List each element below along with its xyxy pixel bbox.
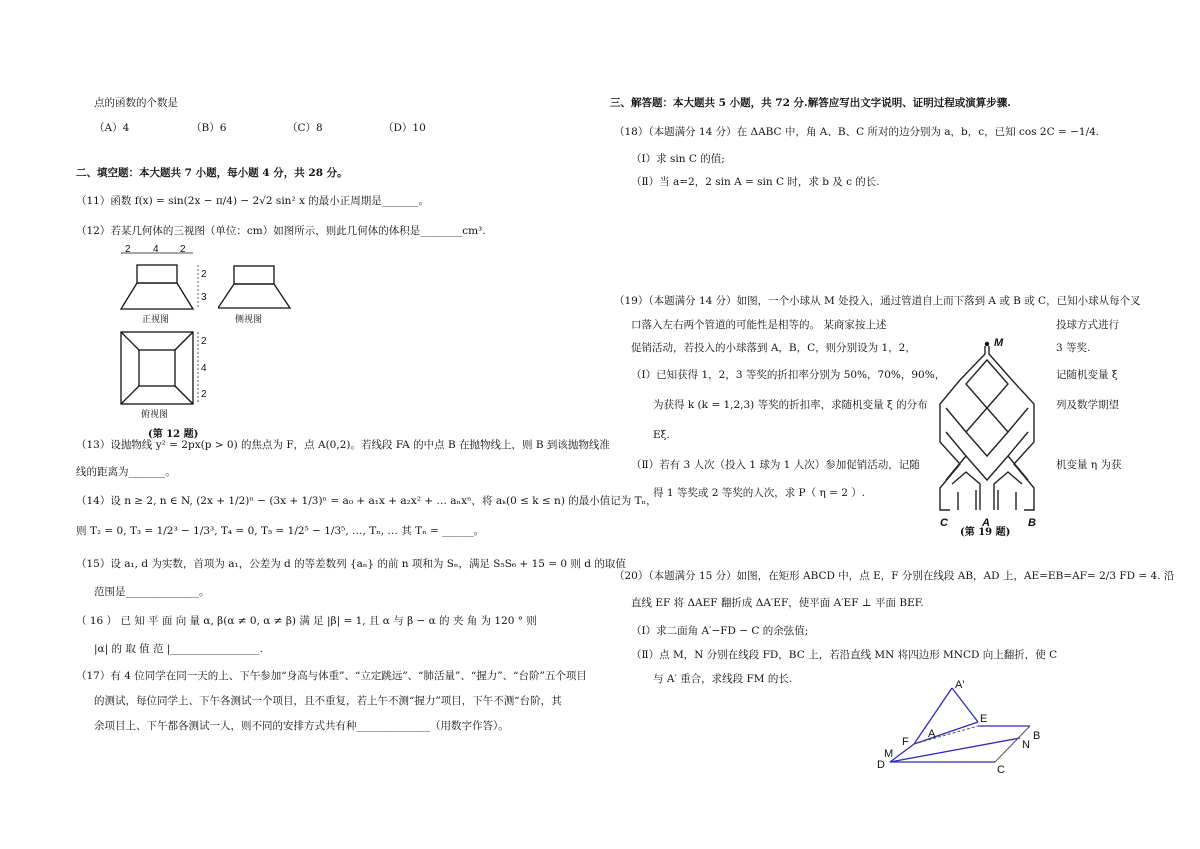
fig12-label-side: 侧视图	[235, 314, 263, 324]
fig12-dim-side2-2: 2	[201, 389, 207, 400]
fig20-label-e: E	[980, 713, 988, 725]
q10-option-c: （C）8	[287, 122, 323, 134]
q19-part-ii-b: 机变量 η 为获	[1056, 459, 1122, 471]
figure-12-three-views	[108, 243, 218, 423]
fig20-label-f: F	[902, 736, 909, 748]
q14-line1: （14）设 n ≥ 2, n ∈ N, (2x + 1/2)ⁿ − (3x + 1/3)ⁿ = a₀ + a₁x + a₂x² + … aₙxⁿ，将 aₖ(0 ≤ k ≤ n) 的最小值记为 Tₙ，	[76, 495, 657, 507]
fig12-dim-top-1: 4	[153, 244, 159, 255]
fig12-dim-side2-0: 2	[201, 336, 207, 347]
q16-line2: |α| 的 取 值 范 |_________________.	[94, 643, 263, 655]
fig20-label-c: C	[997, 764, 1005, 776]
q19-line2b: 投球方式进行	[1056, 319, 1119, 331]
q19-part-i-b: 记随机变量 ξ	[1056, 369, 1118, 381]
q13-line2: 线的距离为_______。	[76, 466, 176, 478]
fig19-label-c: C	[940, 517, 948, 529]
q19-line2a: 口落入左右两个管道的可能性是相等的。 某商家按上述	[631, 319, 887, 331]
q20-part-ii-line1: （Ⅱ）点 M，N 分别在线段 FD，BC 上，若沿直线 MN 将四边形 MNCD 向上翻折，使 C	[631, 649, 1058, 661]
q13-line1: （13）设抛物线 y² = 2px(p > 0) 的焦点为 F，点 A(0,2)。若线段 FA 的中点 B 在抛物线上，则 B 到该抛物线准	[76, 439, 610, 451]
q16-line1: （ 16 ） 已 知 平 面 向 量 α, β(α ≠ 0, α ≠ β) 满 足 |β| = 1, 且 α 与 β − α 的 夹 角 为 120 ° 则	[76, 615, 537, 627]
q20-part-i: （Ⅰ）求二面角 A′−FD − C 的余弦值;	[631, 625, 809, 637]
q18-part-ii: （Ⅱ）当 a=2，2 sin A = sin C 时，求 b 及 c 的长.	[631, 176, 880, 188]
q10-option-a: （A）4	[94, 122, 130, 134]
fig19-caption: (第 19 题)	[960, 527, 1011, 538]
fig20-label-a1: A'	[955, 679, 965, 691]
fig20-label-a: A	[928, 728, 936, 740]
figure-19-pipes	[930, 332, 1050, 537]
fig12-label-top: 俯视图	[141, 409, 169, 419]
q20-part-ii-line2: 与 A′ 重合，求线段 FM 的长.	[653, 673, 793, 685]
fig20-label-d: D	[877, 759, 885, 771]
fig20-label-b: B	[1033, 730, 1041, 742]
q17-line2: 的测试，每位同学上、下午各测试一个项目，且不重复，若上午不测“握力”项目，下午不测“台阶，其	[94, 695, 562, 707]
fig12-caption: (第 12 题)	[148, 429, 199, 440]
q19-part-ii-a: （Ⅱ）若有 3 人次（投入 1 球为 1 人次）参加促销活动，记随	[631, 459, 920, 471]
fig12-dim-top-0: 2	[125, 244, 131, 255]
q19-line1: （19）（本题满分 14 分）如图，一个小球从 M 处投入，通过管道自上而下落到 A 或 B 或 C，已知小球从每个叉	[614, 295, 1141, 307]
q20-line1: （20）（本题满分 15 分）如图，在矩形 ABCD 中，点 E，F 分别在线段 AB，AD 上，AE=EB=AF= 2/3 FD = 4. 沿	[614, 570, 1175, 582]
q11: （11）函数 f(x) = sin(2x − π/4) − 2√2 sin² x 的最小正周期是_______。	[76, 195, 429, 207]
q15-line1: （15）设 a₁, d 为实数，首项为 a₁，公差为 d 的等差数列 {aₙ} 的前 n 项和为 Sₙ，满足 S₅S₆ + 15 = 0 则 d 的取值	[76, 558, 626, 570]
fig20-label-m: M	[884, 748, 894, 760]
q10-tail: 点的函数的个数是	[94, 97, 178, 109]
q10-option-d: （D）10	[383, 122, 426, 134]
fig12-label-front: 正视图	[142, 314, 170, 324]
q17-line3: 余项目上、下午都各测试一人，则不同的安排方式共有种______________（用数字作答）。	[94, 720, 509, 732]
q12: （12）若某几何体的三视图（单位：cm）如图所示，则此几何体的体积是________cm³.	[76, 225, 486, 237]
q19-part-i-a: （Ⅰ）已知获得 1，2，3 等奖的折扣率分别为 50%，70%，90%，	[631, 369, 946, 381]
fig12-dim-side1-1: 3	[201, 292, 207, 303]
q19-part-ii2: 得 1 等奖或 2 等奖的人次，求 P（ η = 2 ）.	[653, 487, 866, 499]
q19-line3a: 促销活动，若投入的小球落到 A，B，C，则分别设为 1，2，	[631, 342, 916, 354]
figure-12-side-view	[218, 262, 298, 332]
q19-line3b: 3 等奖.	[1056, 342, 1091, 354]
q14-line2: 则 T₂ = 0, T₃ = 1/2³ − 1/3³, T₄ = 0, T₅ = 1/2⁵ − 1/3⁵, …, Tₙ, … 其 Tₙ = ______。	[76, 525, 485, 537]
q19-part-i2-a: 为获得 k (k = 1,2,3) 等奖的折扣率，求随机变量 ξ 的分布	[653, 399, 928, 411]
q19-part-i2-b: 列及数学期望	[1056, 399, 1119, 411]
section3-title: 三、解答题：本大题共 5 小题，共 72 分.解答应写出文字说明、证明过程或演算步骤.	[610, 97, 1011, 109]
fig19-label-b: B	[1028, 517, 1036, 529]
fig12-dim-side1-0: 2	[201, 269, 207, 280]
q18-part-i: （Ⅰ）求 sin C 的值;	[631, 153, 725, 165]
fig12-dim-side2-1: 4	[201, 363, 207, 374]
fig12-dim-top-2: 2	[180, 244, 186, 255]
q18-line1: （18）（本题满分 14 分）在 ΔABC 中，角 A、B、C 所对的边分别为 a，b，c，已知 cos 2C = −1/4.	[614, 126, 1100, 138]
figure-20-rectangle-fold	[870, 676, 1050, 776]
section2-title: 二、填空题：本大题共 7 小题，每小题 4 分，共 28 分。	[76, 167, 348, 179]
q17-line1: （17）有 4 位同学在同一天的上、下午参加“身高与体重”、“立定跳远”、“肺活量”、“握力”、“台阶”五个项目	[76, 670, 587, 682]
q10-option-b: （B）6	[191, 122, 227, 134]
q15-line2: 范围是______________。	[94, 586, 210, 598]
fig19-label-a: A	[982, 517, 990, 529]
fig19-label-m: M	[994, 337, 1004, 349]
fig20-label-n: N	[1022, 739, 1030, 751]
q19-part-i3: Eξ.	[653, 429, 670, 441]
q20-line2: 直线 EF 将 ΔAEF 翻折成 ΔA′EF，使平面 A′EF ⊥ 平面 BEF.	[631, 597, 924, 609]
